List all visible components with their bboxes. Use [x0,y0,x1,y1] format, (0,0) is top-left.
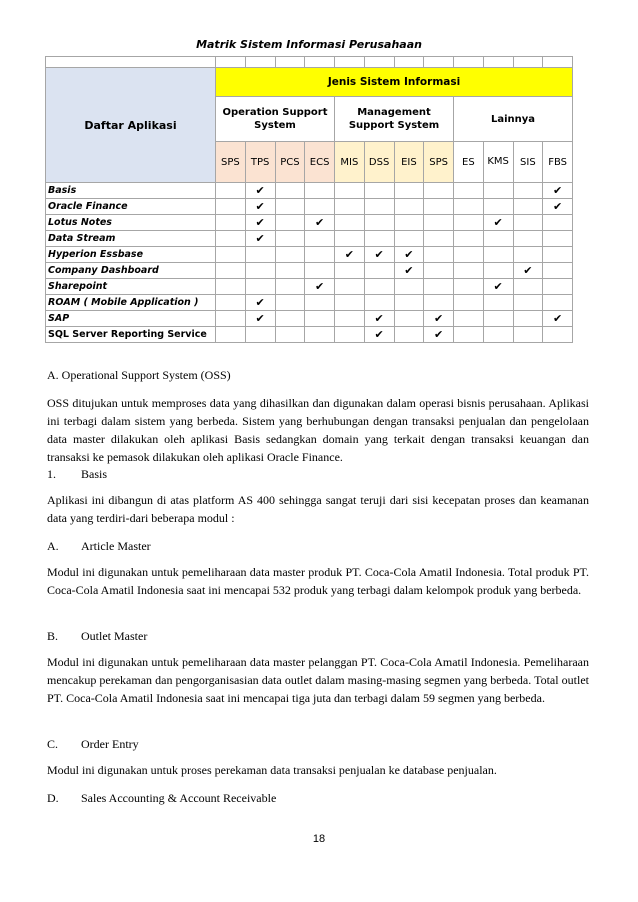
col-header: FBS [543,142,573,183]
checkmark-icon: ✔ [493,216,503,229]
checkmark-icon: ✔ [553,184,563,197]
check-cell [305,215,335,231]
sub-label: Sales Accounting & Account Receivable [81,791,277,805]
col-header: TPS [245,142,275,183]
empty-cell [275,199,305,215]
app-name-cell: Oracle Finance [46,199,216,215]
check-cell [245,199,275,215]
empty-cell [424,247,454,263]
checkmark-icon: ✔ [493,280,503,293]
empty-cell [513,311,543,327]
empty-cell [394,295,424,311]
empty-cell [543,263,573,279]
sub-item-sales-accounting [47,789,276,807]
check-cell [245,311,275,327]
empty-cell [364,263,394,279]
checkmark-icon: ✔ [255,216,265,229]
empty-cell [454,199,484,215]
empty-cell [513,183,543,199]
checkmark-icon: ✔ [374,328,384,341]
checkmark-icon: ✔ [255,200,265,213]
empty-cell [364,183,394,199]
sub-letter: B. [47,629,59,643]
check-cell [364,327,394,343]
empty-cell [483,263,513,279]
sub-label: Order Entry [81,737,139,751]
empty-cell [305,231,335,247]
check-cell [305,279,335,295]
empty-cell [216,279,246,295]
checkmark-icon: ✔ [255,232,265,245]
table-row [46,183,573,199]
check-cell [394,263,424,279]
paragraph-article-master: Modul ini digunakan untuk pemeliharaan data master produk PT. Coca-Cola Amatil Indonesia. Total produk PT. Coca-Cola Amatil Indonesia saat ini mencapai 532 produk yang terbagi dalam kelompok produk yang berbeda. [47,565,589,597]
empty-cell [424,215,454,231]
empty-cell [483,327,513,343]
checkmark-icon: ✔ [255,296,265,309]
list-item-basis [47,465,107,483]
table-row [46,279,573,295]
page-number: 18 [312,833,326,845]
empty-cell [305,327,335,343]
check-cell [335,247,365,263]
sub-label: Article Master [81,539,151,553]
checkmark-icon: ✔ [374,248,384,261]
empty-cell [335,279,365,295]
check-cell [245,231,275,247]
app-name-cell: ROAM ( Mobile Application ) [46,295,216,311]
col-header: SPS [216,142,246,183]
paragraph-order-entry: Modul ini digunakan untuk proses perekaman data transaksi penjualan ke database penjualan. [47,763,497,777]
jenis-sistem-header: Jenis Sistem Informasi [216,68,573,97]
empty-cell [394,279,424,295]
checkmark-icon: ✔ [434,312,444,325]
empty-cell [245,263,275,279]
empty-cell [454,311,484,327]
sub-item-order-entry [47,735,139,753]
empty-cell [513,231,543,247]
empty-cell [335,295,365,311]
sub-letter: A. [47,539,59,553]
empty-cell [216,311,246,327]
table-row [46,215,573,231]
empty-cell [543,279,573,295]
empty-cell [513,247,543,263]
app-name-cell: Data Stream [46,231,216,247]
empty-cell [483,311,513,327]
empty-cell [424,231,454,247]
daftar-aplikasi-header: Daftar Aplikasi [46,68,216,183]
empty-cell [335,183,365,199]
empty-cell [394,311,424,327]
empty-cell [394,183,424,199]
checkmark-icon: ✔ [255,184,265,197]
empty-cell [305,247,335,263]
empty-cell [305,183,335,199]
check-cell [364,247,394,263]
paragraph-outlet-master: Modul ini digunakan untuk pemeliharaan data master pelanggan PT. Coca-Cola Amatil Indonesia. Pemeliharaan mencakup perekaman dan pengorganisasian data outlet dalam masing-masing segmen yang berbeda. Total outlet PT. Coca-Cola Amatil Indonesia saat ini mencapai tiga juta dan terbagi dalam 59 segmen yang berbeda. [47,655,589,705]
list-number: 1. [47,467,56,481]
app-name-cell: Hyperion Essbase [46,247,216,263]
empty-cell [424,183,454,199]
app-name-cell: SQL Server Reporting Service [46,327,216,343]
check-cell [245,215,275,231]
empty-cell [394,231,424,247]
empty-cell [305,311,335,327]
empty-cell [483,295,513,311]
sub-item-outlet-master [47,627,147,645]
table-row [46,231,573,247]
group-oss-header: Operation Support System [216,97,335,142]
empty-cell [454,295,484,311]
empty-cell [483,183,513,199]
app-name-cell: SAP [46,311,216,327]
empty-cell [513,215,543,231]
checkmark-icon: ✔ [374,312,384,325]
empty-cell [364,231,394,247]
empty-cell [483,199,513,215]
checkmark-icon: ✔ [523,264,533,277]
app-name-cell: Sharepoint [46,279,216,295]
check-cell [245,295,275,311]
empty-cell [245,279,275,295]
app-name-cell: Lotus Notes [46,215,216,231]
check-cell [424,311,454,327]
empty-cell [394,327,424,343]
empty-cell [454,215,484,231]
information-system-matrix [45,32,573,343]
empty-cell [305,263,335,279]
empty-cell [394,215,424,231]
empty-cell [275,215,305,231]
checkmark-icon: ✔ [404,248,414,261]
empty-cell [454,263,484,279]
empty-cell [454,327,484,343]
paragraph-basis: Aplikasi ini dibangun di atas platform AS 400 sehingga sangat teruji dari sisi kecepatan proses dan keamanan data yang terdiri-dari beberapa modul : [47,493,589,525]
sub-item-article-master [47,537,151,555]
empty-cell [216,327,246,343]
check-cell [543,183,573,199]
empty-cell [364,199,394,215]
col-header: SIS [513,142,543,183]
col-header: DSS [364,142,394,183]
table-row [46,327,573,343]
app-name-cell: Company Dashboard [46,263,216,279]
empty-cell [216,199,246,215]
empty-cell [335,311,365,327]
empty-cell [454,183,484,199]
empty-cell [275,247,305,263]
empty-cell [364,279,394,295]
empty-cell [364,215,394,231]
empty-cell [513,199,543,215]
checkmark-icon: ✔ [315,216,325,229]
check-cell [424,327,454,343]
empty-cell [394,199,424,215]
empty-cell [275,231,305,247]
empty-cell [335,199,365,215]
empty-cell [275,183,305,199]
table-row [46,199,573,215]
table-row [46,295,573,311]
empty-cell [305,199,335,215]
checkmark-icon: ✔ [404,264,414,277]
group-mss-header: Management Support System [335,97,454,142]
empty-cell [275,279,305,295]
checkmark-icon: ✔ [344,248,354,261]
col-header: EIS [394,142,424,183]
empty-cell [275,295,305,311]
table-row [46,311,573,327]
empty-cell [483,231,513,247]
empty-cell [335,231,365,247]
empty-cell [245,247,275,263]
checkmark-icon: ✔ [434,328,444,341]
empty-cell [513,279,543,295]
check-cell [364,311,394,327]
empty-cell [543,327,573,343]
empty-cell [216,183,246,199]
empty-cell [424,263,454,279]
check-cell [245,183,275,199]
empty-cell [543,231,573,247]
empty-cell [275,327,305,343]
empty-cell [513,327,543,343]
empty-cell [364,295,394,311]
empty-cell [245,327,275,343]
paragraph-oss: OSS ditujukan untuk memproses data yang dihasilkan dan digunakan dalam operasi bisnis perusahaan. Aplikasi ini terbagi dalam sistem yang berbeda. Sistem yang berhubungan dengan transaksi penjualan dan pengelolaan data master dilakukan oleh aplikasi Basis sedangkan domain yang terkait dengan transaksi keuangan dan transaksi ke pemasok dilakukan oleh aplikasi Oracle Finance. [47,396,589,464]
check-cell [513,263,543,279]
check-cell [483,279,513,295]
check-cell [543,311,573,327]
empty-cell [335,263,365,279]
empty-cell [216,295,246,311]
col-header: ES [454,142,484,183]
empty-cell [424,279,454,295]
empty-cell [454,231,484,247]
col-header: ECS [305,142,335,183]
empty-cell [483,247,513,263]
check-cell [543,199,573,215]
empty-cell [454,279,484,295]
empty-cell [335,215,365,231]
empty-cell [275,311,305,327]
empty-cell [424,295,454,311]
empty-cell [216,263,246,279]
col-header: KMS [483,142,513,183]
checkmark-icon: ✔ [553,312,563,325]
sub-label: Outlet Master [81,629,148,643]
checkmark-icon: ✔ [553,200,563,213]
matrix-title: Matrik Sistem Informasi Perusahaan [46,32,573,57]
col-header: MIS [335,142,365,183]
group-lainnya-header: Lainnya [454,97,573,142]
check-cell [483,215,513,231]
checkmark-icon: ✔ [315,280,325,293]
empty-cell [335,327,365,343]
table-row [46,247,573,263]
empty-cell [216,215,246,231]
empty-cell [543,295,573,311]
sub-letter: C. [47,737,59,751]
empty-cell [424,199,454,215]
list-label: Basis [81,467,108,481]
empty-cell [543,247,573,263]
check-cell [394,247,424,263]
col-header: PCS [275,142,305,183]
empty-cell [543,215,573,231]
empty-cell [216,231,246,247]
sub-letter: D. [47,791,59,805]
empty-cell [275,263,305,279]
table-row [46,263,573,279]
section-heading-oss: A. Operational Support System (OSS) [47,368,231,382]
empty-cell [216,247,246,263]
col-header: SPS [424,142,454,183]
empty-cell [513,295,543,311]
empty-cell [454,247,484,263]
empty-cell [305,295,335,311]
checkmark-icon: ✔ [255,312,265,325]
app-name-cell: Basis [46,183,216,199]
